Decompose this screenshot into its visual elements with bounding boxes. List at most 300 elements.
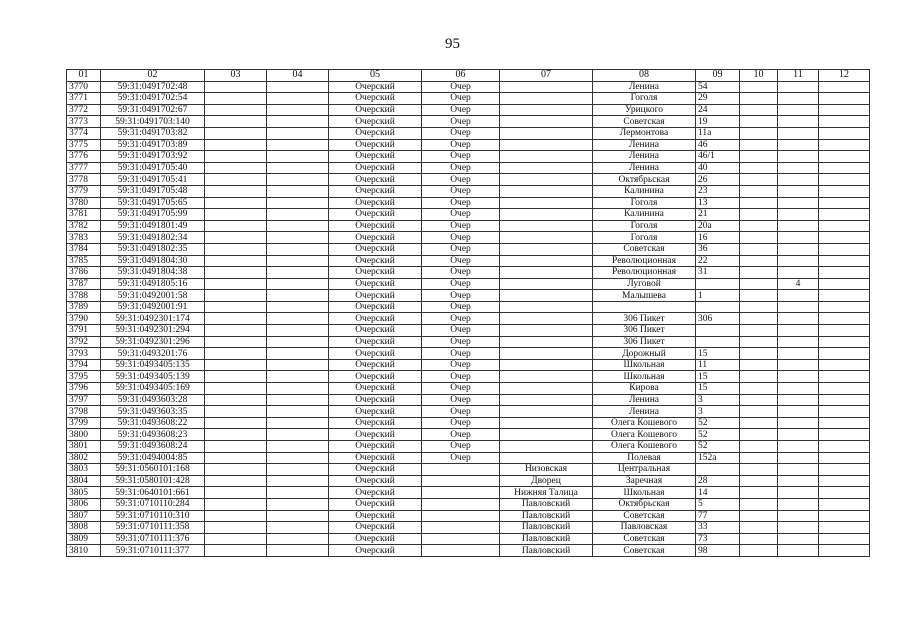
cell-col-07: Низовская xyxy=(500,464,593,476)
cell-col-01: 3779 xyxy=(67,185,101,197)
cell-col-01: 3776 xyxy=(67,151,101,163)
cell-col-03 xyxy=(205,336,267,348)
cell-col-06: Очер xyxy=(422,336,500,348)
cell-col-07 xyxy=(500,325,593,337)
cell-col-08: 306 Пикет xyxy=(593,325,696,337)
cell-col-01: 3806 xyxy=(67,498,101,510)
cell-col-09: 152а xyxy=(696,452,740,464)
cell-col-11: 4 xyxy=(778,278,819,290)
cell-col-06 xyxy=(422,510,500,522)
cell-col-12 xyxy=(819,185,870,197)
cell-col-01: 3792 xyxy=(67,336,101,348)
cell-col-01: 3783 xyxy=(67,232,101,244)
cell-col-12 xyxy=(819,139,870,151)
cell-col-04 xyxy=(267,545,329,557)
column-header-11: 11 xyxy=(778,70,819,82)
table-row xyxy=(67,255,870,267)
cell-col-05: Очерский xyxy=(329,522,422,534)
cell-col-01: 3784 xyxy=(67,243,101,255)
cell-col-05: Очерский xyxy=(329,104,422,116)
cell-col-05: Очерский xyxy=(329,278,422,290)
cell-col-06: Очер xyxy=(422,348,500,360)
cell-col-11 xyxy=(778,243,819,255)
cell-col-03 xyxy=(205,255,267,267)
cell-col-10 xyxy=(740,533,778,545)
cell-col-07 xyxy=(500,313,593,325)
cell-col-04 xyxy=(267,498,329,510)
cell-col-04 xyxy=(267,220,329,232)
cell-col-08: Ленина xyxy=(593,81,696,93)
cell-col-03 xyxy=(205,81,267,93)
cell-col-07 xyxy=(500,278,593,290)
cell-col-05: Очерский xyxy=(329,383,422,395)
cell-col-08: Олега Кошевого xyxy=(593,417,696,429)
cell-col-10 xyxy=(740,452,778,464)
cell-col-08: Октябрьская xyxy=(593,174,696,186)
cell-col-07 xyxy=(500,243,593,255)
cell-col-04 xyxy=(267,533,329,545)
cell-col-12 xyxy=(819,174,870,186)
column-header-04: 04 xyxy=(267,70,329,82)
cell-col-12 xyxy=(819,406,870,418)
table-row xyxy=(67,197,870,209)
cell-col-09: 36 xyxy=(696,243,740,255)
cell-col-06: Очер xyxy=(422,406,500,418)
table-row xyxy=(67,243,870,255)
cell-col-04 xyxy=(267,139,329,151)
cell-col-09: 5 xyxy=(696,498,740,510)
cell-col-09: 11 xyxy=(696,359,740,371)
cell-col-01: 3780 xyxy=(67,197,101,209)
cell-col-02: 59:31:0492001:91 xyxy=(101,301,205,313)
cell-col-01: 3787 xyxy=(67,278,101,290)
table-row xyxy=(67,139,870,151)
cell-col-02: 59:31:0491703:82 xyxy=(101,127,205,139)
cell-col-03 xyxy=(205,510,267,522)
cell-col-04 xyxy=(267,174,329,186)
cell-col-02: 59:31:0710111:376 xyxy=(101,533,205,545)
cell-col-09: 15 xyxy=(696,371,740,383)
cell-col-07 xyxy=(500,348,593,360)
cell-col-01: 3808 xyxy=(67,522,101,534)
cell-col-12 xyxy=(819,394,870,406)
cell-col-05: Очерский xyxy=(329,545,422,557)
column-header-03: 03 xyxy=(205,70,267,82)
table-row xyxy=(67,220,870,232)
cell-col-09: 33 xyxy=(696,522,740,534)
cell-col-04 xyxy=(267,290,329,302)
cell-col-02: 59:31:0491705:40 xyxy=(101,162,205,174)
cell-col-08: Советская xyxy=(593,116,696,128)
cell-col-03 xyxy=(205,406,267,418)
cell-col-07 xyxy=(500,81,593,93)
table-row xyxy=(67,104,870,116)
cell-col-01: 3800 xyxy=(67,429,101,441)
cell-col-05: Очерский xyxy=(329,464,422,476)
cell-col-12 xyxy=(819,162,870,174)
cell-col-10 xyxy=(740,278,778,290)
cell-col-04 xyxy=(267,185,329,197)
cell-col-12 xyxy=(819,209,870,221)
cell-col-12 xyxy=(819,116,870,128)
cell-col-06 xyxy=(422,533,500,545)
cell-col-12 xyxy=(819,522,870,534)
cell-col-08: 306 Пикет xyxy=(593,336,696,348)
cell-col-01: 3782 xyxy=(67,220,101,232)
cell-col-10 xyxy=(740,487,778,499)
table-row xyxy=(67,185,870,197)
cell-col-09: 21 xyxy=(696,209,740,221)
cell-col-03 xyxy=(205,267,267,279)
table-row xyxy=(67,545,870,557)
cell-col-08: Заречная xyxy=(593,475,696,487)
cell-col-05: Очерский xyxy=(329,325,422,337)
cell-col-07 xyxy=(500,151,593,163)
table-row xyxy=(67,487,870,499)
table-row xyxy=(67,290,870,302)
cell-col-06: Очер xyxy=(422,127,500,139)
cell-col-10 xyxy=(740,313,778,325)
cell-col-01: 3799 xyxy=(67,417,101,429)
cell-col-10 xyxy=(740,394,778,406)
cell-col-04 xyxy=(267,348,329,360)
cell-col-03 xyxy=(205,441,267,453)
cell-col-10 xyxy=(740,81,778,93)
cell-col-02: 59:31:0493608:22 xyxy=(101,417,205,429)
cell-col-05: Очерский xyxy=(329,209,422,221)
cell-col-03 xyxy=(205,290,267,302)
cell-col-01: 3803 xyxy=(67,464,101,476)
cell-col-04 xyxy=(267,243,329,255)
cell-col-01: 3805 xyxy=(67,487,101,499)
cell-col-03 xyxy=(205,498,267,510)
cell-col-03 xyxy=(205,209,267,221)
table-row xyxy=(67,336,870,348)
cell-col-08: Олега Кошевого xyxy=(593,441,696,453)
cell-col-12 xyxy=(819,359,870,371)
cell-col-02: 59:31:0492301:174 xyxy=(101,313,205,325)
cell-col-05: Очерский xyxy=(329,151,422,163)
cell-col-05: Очерский xyxy=(329,452,422,464)
cell-col-11 xyxy=(778,429,819,441)
cell-col-11 xyxy=(778,464,819,476)
cell-col-07: Павловский xyxy=(500,533,593,545)
cell-col-05: Очерский xyxy=(329,441,422,453)
table-row xyxy=(67,522,870,534)
cell-col-02: 59:31:0710111:377 xyxy=(101,545,205,557)
cell-col-09: 28 xyxy=(696,475,740,487)
cell-col-12 xyxy=(819,383,870,395)
cell-col-10 xyxy=(740,267,778,279)
cell-col-09 xyxy=(696,301,740,313)
cell-col-03 xyxy=(205,452,267,464)
cell-col-02: 59:31:0493201:76 xyxy=(101,348,205,360)
cell-col-02: 59:31:0491702:67 xyxy=(101,104,205,116)
cell-col-11 xyxy=(778,255,819,267)
cell-col-08: Советская xyxy=(593,533,696,545)
cell-col-09: 98 xyxy=(696,545,740,557)
cell-col-10 xyxy=(740,464,778,476)
cell-col-03 xyxy=(205,116,267,128)
table-row xyxy=(67,464,870,476)
cell-col-02: 59:31:0560101:168 xyxy=(101,464,205,476)
cell-col-02: 59:31:0491702:48 xyxy=(101,81,205,93)
cell-col-12 xyxy=(819,533,870,545)
cell-col-11 xyxy=(778,406,819,418)
cell-col-10 xyxy=(740,441,778,453)
cell-col-04 xyxy=(267,209,329,221)
cell-col-06: Очер xyxy=(422,197,500,209)
cell-col-02: 59:31:0491702:54 xyxy=(101,93,205,105)
cell-col-04 xyxy=(267,417,329,429)
cell-col-08: Дорожный xyxy=(593,348,696,360)
column-header-01: 01 xyxy=(67,70,101,82)
cell-col-01: 3794 xyxy=(67,359,101,371)
cell-col-07 xyxy=(500,301,593,313)
cell-col-08: Калинина xyxy=(593,209,696,221)
cell-col-11 xyxy=(778,510,819,522)
header-row xyxy=(67,70,870,82)
cell-col-10 xyxy=(740,545,778,557)
cell-col-07: Нижняя Талица xyxy=(500,487,593,499)
cell-col-07 xyxy=(500,371,593,383)
cell-col-03 xyxy=(205,475,267,487)
cell-col-01: 3791 xyxy=(67,325,101,337)
cell-col-08: Кирова xyxy=(593,383,696,395)
cell-col-11 xyxy=(778,290,819,302)
cell-col-08: Гоголя xyxy=(593,232,696,244)
cell-col-05: Очерский xyxy=(329,232,422,244)
cell-col-01: 3773 xyxy=(67,116,101,128)
cell-col-09: 22 xyxy=(696,255,740,267)
cell-col-09: 14 xyxy=(696,487,740,499)
cell-col-02: 59:31:0491802:35 xyxy=(101,243,205,255)
cell-col-04 xyxy=(267,475,329,487)
cell-col-11 xyxy=(778,359,819,371)
table-row xyxy=(67,371,870,383)
cell-col-08: Гоголя xyxy=(593,220,696,232)
cell-col-09: 46/1 xyxy=(696,151,740,163)
cell-col-02: 59:31:0493405:135 xyxy=(101,359,205,371)
cell-col-06: Очер xyxy=(422,301,500,313)
cell-col-02: 59:31:0491802:34 xyxy=(101,232,205,244)
table-row xyxy=(67,417,870,429)
cell-col-07: Дворец xyxy=(500,475,593,487)
cell-col-11 xyxy=(778,220,819,232)
table-row xyxy=(67,475,870,487)
cell-col-06: Очер xyxy=(422,441,500,453)
cell-col-06: Очер xyxy=(422,185,500,197)
cell-col-11 xyxy=(778,116,819,128)
cell-col-05: Очерский xyxy=(329,336,422,348)
cell-col-05: Очерский xyxy=(329,498,422,510)
cell-col-10 xyxy=(740,93,778,105)
cell-col-05: Очерский xyxy=(329,348,422,360)
cell-col-10 xyxy=(740,336,778,348)
cell-col-12 xyxy=(819,197,870,209)
cell-col-01: 3772 xyxy=(67,104,101,116)
cell-col-11 xyxy=(778,394,819,406)
cell-col-08: Революционная xyxy=(593,255,696,267)
cell-col-11 xyxy=(778,93,819,105)
cell-col-10 xyxy=(740,383,778,395)
cell-col-09: 46 xyxy=(696,139,740,151)
column-header-09: 09 xyxy=(696,70,740,82)
cell-col-04 xyxy=(267,336,329,348)
table-row xyxy=(67,151,870,163)
cell-col-09: 11а xyxy=(696,127,740,139)
table-row xyxy=(67,394,870,406)
cell-col-08: Ленина xyxy=(593,151,696,163)
cell-col-03 xyxy=(205,522,267,534)
cell-col-12 xyxy=(819,429,870,441)
cell-col-11 xyxy=(778,441,819,453)
cell-col-06: Очер xyxy=(422,81,500,93)
cell-col-12 xyxy=(819,278,870,290)
cell-col-02: 59:31:0491703:140 xyxy=(101,116,205,128)
cell-col-09: 23 xyxy=(696,185,740,197)
column-header-06: 06 xyxy=(422,70,500,82)
cell-col-05: Очерский xyxy=(329,162,422,174)
table-row xyxy=(67,232,870,244)
cell-col-10 xyxy=(740,510,778,522)
cell-col-08: Гоголя xyxy=(593,93,696,105)
column-header-05: 05 xyxy=(329,70,422,82)
cell-col-11 xyxy=(778,151,819,163)
cell-col-06: Очер xyxy=(422,255,500,267)
cell-col-02: 59:31:0491805:16 xyxy=(101,278,205,290)
cell-col-12 xyxy=(819,510,870,522)
cell-col-07 xyxy=(500,139,593,151)
cell-col-12 xyxy=(819,127,870,139)
cell-col-10 xyxy=(740,197,778,209)
cell-col-06: Очер xyxy=(422,151,500,163)
cell-col-05: Очерский xyxy=(329,267,422,279)
cell-col-03 xyxy=(205,313,267,325)
cell-col-04 xyxy=(267,452,329,464)
cell-col-04 xyxy=(267,464,329,476)
cell-col-01: 3786 xyxy=(67,267,101,279)
cell-col-08: Советская xyxy=(593,243,696,255)
cell-col-05: Очерский xyxy=(329,510,422,522)
cell-col-09: 3 xyxy=(696,406,740,418)
cell-col-07 xyxy=(500,174,593,186)
column-header-07: 07 xyxy=(500,70,593,82)
cell-col-05: Очерский xyxy=(329,359,422,371)
cell-col-10 xyxy=(740,174,778,186)
cell-col-11 xyxy=(778,475,819,487)
cell-col-07: Павловский xyxy=(500,545,593,557)
cell-col-02: 59:31:0492001:58 xyxy=(101,290,205,302)
table-row xyxy=(67,116,870,128)
cell-col-01: 3781 xyxy=(67,209,101,221)
cell-col-02: 59:31:0640101:661 xyxy=(101,487,205,499)
cell-col-09: 77 xyxy=(696,510,740,522)
cell-col-07 xyxy=(500,383,593,395)
cell-col-05: Очерский xyxy=(329,255,422,267)
cell-col-01: 3790 xyxy=(67,313,101,325)
cell-col-02: 59:31:0491801:49 xyxy=(101,220,205,232)
cell-col-09: 54 xyxy=(696,81,740,93)
cell-col-11 xyxy=(778,336,819,348)
cell-col-11 xyxy=(778,232,819,244)
cell-col-07 xyxy=(500,220,593,232)
table-row xyxy=(67,209,870,221)
cell-col-01: 3801 xyxy=(67,441,101,453)
cell-col-09: 306 xyxy=(696,313,740,325)
cell-col-11 xyxy=(778,313,819,325)
cell-col-12 xyxy=(819,290,870,302)
cell-col-02: 59:31:0580101:428 xyxy=(101,475,205,487)
cell-col-09 xyxy=(696,336,740,348)
cell-col-01: 3788 xyxy=(67,290,101,302)
cell-col-08: Советская xyxy=(593,510,696,522)
cell-col-11 xyxy=(778,487,819,499)
cell-col-06: Очер xyxy=(422,243,500,255)
cell-col-01: 3809 xyxy=(67,533,101,545)
cell-col-06: Очер xyxy=(422,313,500,325)
cell-col-08: Павловская xyxy=(593,522,696,534)
cell-col-10 xyxy=(740,243,778,255)
cell-col-08 xyxy=(593,301,696,313)
cell-col-09: 19 xyxy=(696,116,740,128)
cell-col-12 xyxy=(819,313,870,325)
cell-col-06: Очер xyxy=(422,267,500,279)
cell-col-11 xyxy=(778,533,819,545)
cell-col-08: Революционная xyxy=(593,267,696,279)
cell-col-11 xyxy=(778,325,819,337)
cell-col-02: 59:31:0710110:310 xyxy=(101,510,205,522)
column-header-12: 12 xyxy=(819,70,870,82)
cell-col-07 xyxy=(500,162,593,174)
cell-col-04 xyxy=(267,429,329,441)
table-body xyxy=(67,81,870,556)
cell-col-03 xyxy=(205,371,267,383)
cell-col-12 xyxy=(819,336,870,348)
cell-col-06: Очер xyxy=(422,220,500,232)
cell-col-06: Очер xyxy=(422,104,500,116)
cell-col-02: 59:31:0493603:28 xyxy=(101,394,205,406)
table-row xyxy=(67,429,870,441)
cell-col-04 xyxy=(267,313,329,325)
cell-col-02: 59:31:0710110:284 xyxy=(101,498,205,510)
cell-col-04 xyxy=(267,441,329,453)
cell-col-04 xyxy=(267,93,329,105)
cell-col-11 xyxy=(778,498,819,510)
cell-col-10 xyxy=(740,116,778,128)
cell-col-06: Очер xyxy=(422,359,500,371)
cell-col-01: 3775 xyxy=(67,139,101,151)
cell-col-06: Очер xyxy=(422,139,500,151)
cell-col-11 xyxy=(778,185,819,197)
cell-col-08: Гоголя xyxy=(593,197,696,209)
cell-col-05: Очерский xyxy=(329,127,422,139)
cell-col-07 xyxy=(500,116,593,128)
cell-col-04 xyxy=(267,81,329,93)
cell-col-11 xyxy=(778,209,819,221)
cell-col-08: Полевая xyxy=(593,452,696,464)
cell-col-10 xyxy=(740,325,778,337)
table-row xyxy=(67,313,870,325)
cell-col-02: 59:31:0491703:89 xyxy=(101,139,205,151)
cell-col-10 xyxy=(740,371,778,383)
cell-col-02: 59:31:0491705:41 xyxy=(101,174,205,186)
cell-col-07 xyxy=(500,394,593,406)
cell-col-09: 13 xyxy=(696,197,740,209)
cell-col-03 xyxy=(205,429,267,441)
cell-col-06 xyxy=(422,522,500,534)
cell-col-10 xyxy=(740,220,778,232)
